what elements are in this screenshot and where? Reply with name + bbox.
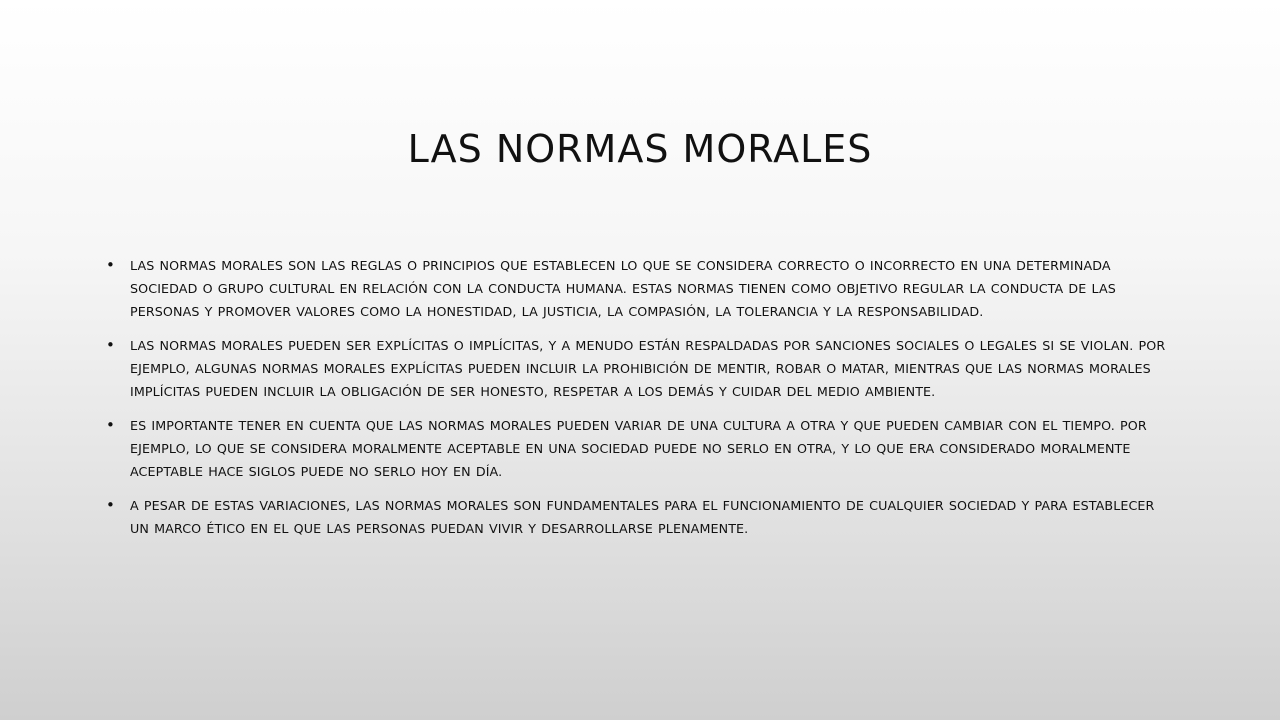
- bullet-dot-icon: •: [106, 416, 115, 434]
- bullet-item: [106, 334, 1178, 403]
- bullet-item: [106, 254, 1178, 323]
- bullet-text: LAS NORMAS MORALES PUEDEN SER EXPLÍCITAS O IMPLÍCITAS, Y A MENUDO ESTÁN RESPALDADAS POR SANCIONES SOCIALES O LEGALES SI SE VIOLAN. POR EJEMPLO, ALGUNAS NORMAS MORALES EXPLÍCITAS PUEDEN INCLUIR LA PROHIBICIÓN DE MENTIR, ROBAR O MATAR, MIENTRAS QUE LAS NORMAS MORALES IMPLÍCITAS PUEDEN INCLUIR LA OBLIGACIÓN DE SER HONESTO, RESPETAR A LOS DEMÁS Y CUIDAR DEL MEDIO AMBIENTE.: [130, 338, 1166, 399]
- bullet-text: LAS NORMAS MORALES SON LAS REGLAS O PRINCIPIOS QUE ESTABLECEN LO QUE SE CONSIDERA CORRECTO O INCORRECTO EN UNA DETERMINADA SOCIEDAD O GRUPO CULTURAL EN RELACIÓN CON LA CONDUCTA HUMANA. ESTAS NORMAS TIENEN COMO OBJETIVO REGULAR LA CONDUCTA DE LAS PERSONAS Y PROMOVER VALORES COMO LA HONESTIDAD, LA JUSTICIA, LA COMPASIÓN, LA TOLERANCIA Y LA RESPONSABILIDAD.: [130, 258, 1116, 319]
- bullet-dot-icon: •: [106, 256, 115, 274]
- bullet-item: [106, 414, 1178, 483]
- bullet-dot-icon: •: [106, 336, 115, 354]
- bullet-text: A PESAR DE ESTAS VARIACIONES, LAS NORMAS MORALES SON FUNDAMENTALES PARA EL FUNCIONAMIENTO DE CUALQUIER SOCIEDAD Y PARA ESTABLECER UN MARCO ÉTICO EN EL QUE LAS PERSONAS PUEDAN VIVIR Y DESARROLLARSE PLENAMENTE.: [130, 498, 1155, 536]
- bullet-dot-icon: •: [106, 496, 115, 514]
- bullet-list: [106, 254, 1178, 551]
- slide-title: LAS NORMAS MORALES: [407, 127, 873, 171]
- bullet-item: [106, 494, 1178, 540]
- bullet-text: ES IMPORTANTE TENER EN CUENTA QUE LAS NORMAS MORALES PUEDEN VARIAR DE UNA CULTURA A OTRA Y QUE PUEDEN CAMBIAR CON EL TIEMPO. POR EJEMPLO, LO QUE SE CONSIDERA MORALMENTE ACEPTABLE EN UNA SOCIEDAD PUEDE NO SERLO EN OTRA, Y LO QUE ERA CONSIDERADO MORALMENTE ACEPTABLE HACE SIGLOS PUEDE NO SERLO HOY EN DÍA.: [130, 418, 1147, 479]
